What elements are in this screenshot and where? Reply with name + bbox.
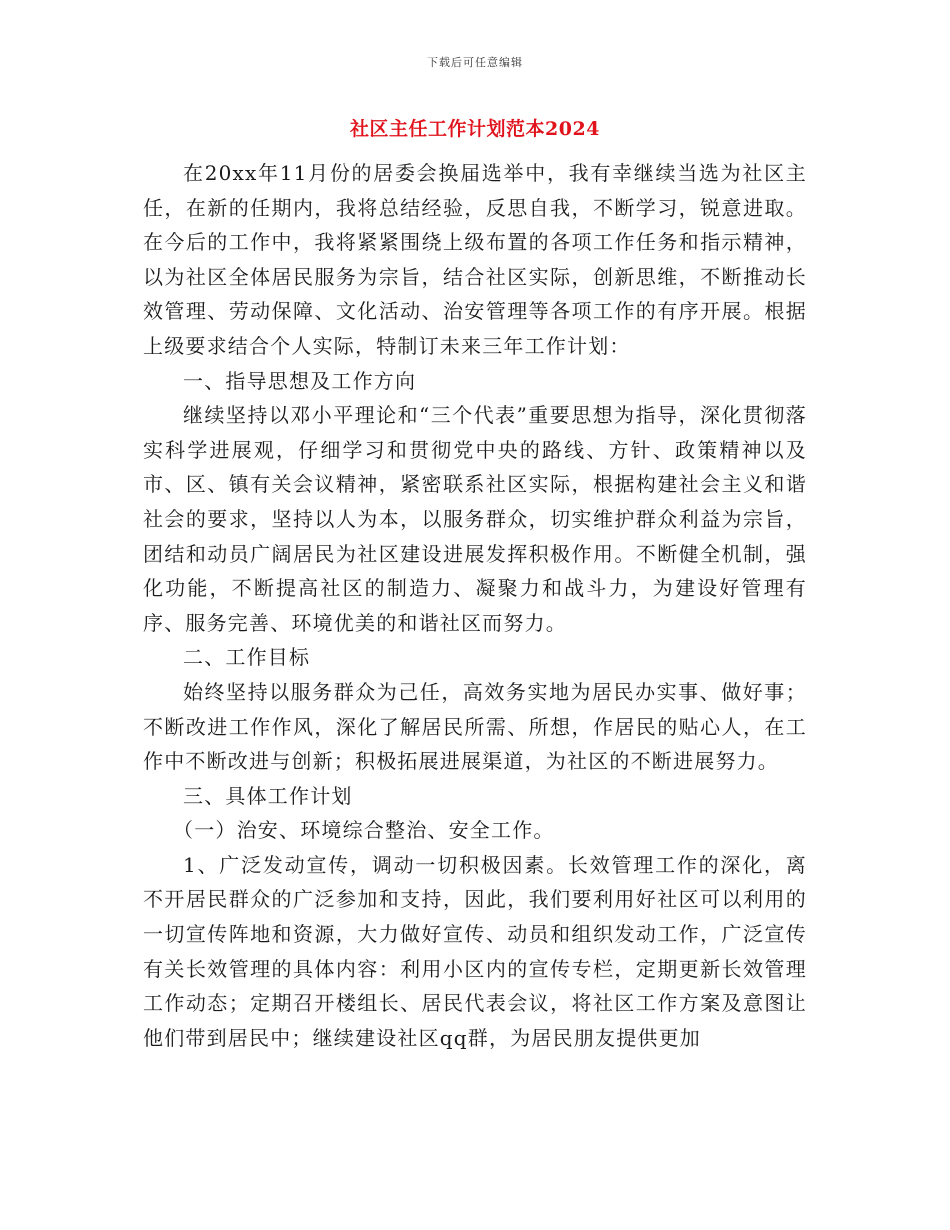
paragraph-guiding-thought: 继续坚持以邓小平理论和“三个代表”重要思想为指导，深化贯彻落实科学进展观，仔细学习和贯彻党中央的路线、方针、政策精神以及市、区、镇有关会议精神，紧密联系社区实际，根据构建社会主义和谐社会的要求，坚持以人为本，以服务群众，切实维护群众利益为宗旨，团结和动员广阔居民为社区建设进展发挥积极作用。不断健全机制，强化功能，不断提高社区的制造力、凝聚力和战斗力，为建设好管理有序、服务完善、环境优美的和谐社区而努力。: [143, 403, 807, 635]
document-body: [143, 156, 807, 1055]
document-title: 社区主任工作计划范本2024: [350, 118, 600, 140]
paragraph-publicity: 1、广泛发动宣传，调动一切积极因素。长效管理工作的深化，离不开居民群众的广泛参加和支持，因此，我们要利用好社区可以利用的一切宣传阵地和资源，大力做好宣传、动员和组织发动工作，广泛宣传有关长效管理的具体内容：利用小区内的宣传专栏，定期更新长效管理工作动态；定期召开楼组长、居民代表会议，将社区工作方案及意图让他们带到居民中；继续建设社区qq群，为居民朋友提供更加: [143, 852, 807, 1050]
section-heading-work-goals: 二、工作目标: [183, 645, 311, 670]
section-heading-guiding-thought: 一、指导思想及工作方向: [183, 368, 417, 393]
section-heading-work-plan: 三、具体工作计划: [183, 783, 353, 808]
paragraph-intro: 在20xx年11月份的居委会换届选举中，我有幸继续当选为社区主任，在新的任期内，我将总结经验，反思自我，不断学习，锐意进取。在今后的工作中，我将紧紧围绕上级布置的各项工作任务和指示精神，以为社区全体居民服务为宗旨，结合社区实际，创新思维，不断推动长效管理、劳动保障、文化活动、治安管理等各项工作的有序开展。根据上级要求结合个人实际，特制订未来三年工作计划：: [143, 161, 807, 358]
subsection-heading-security: （一）治安、环境综合整治、安全工作。: [173, 818, 555, 843]
paragraph-work-goals: 始终坚持以服务群众为己任，高效务实地为居民办实事、做好事；不断改进工作作风，深化了解居民所需、所想，作居民的贴心人，在工作中不断改进与创新；积极拓展进展渠道，为社区的不断进展努力。: [143, 679, 807, 774]
header-note: 下载后可任意编辑: [427, 56, 523, 69]
